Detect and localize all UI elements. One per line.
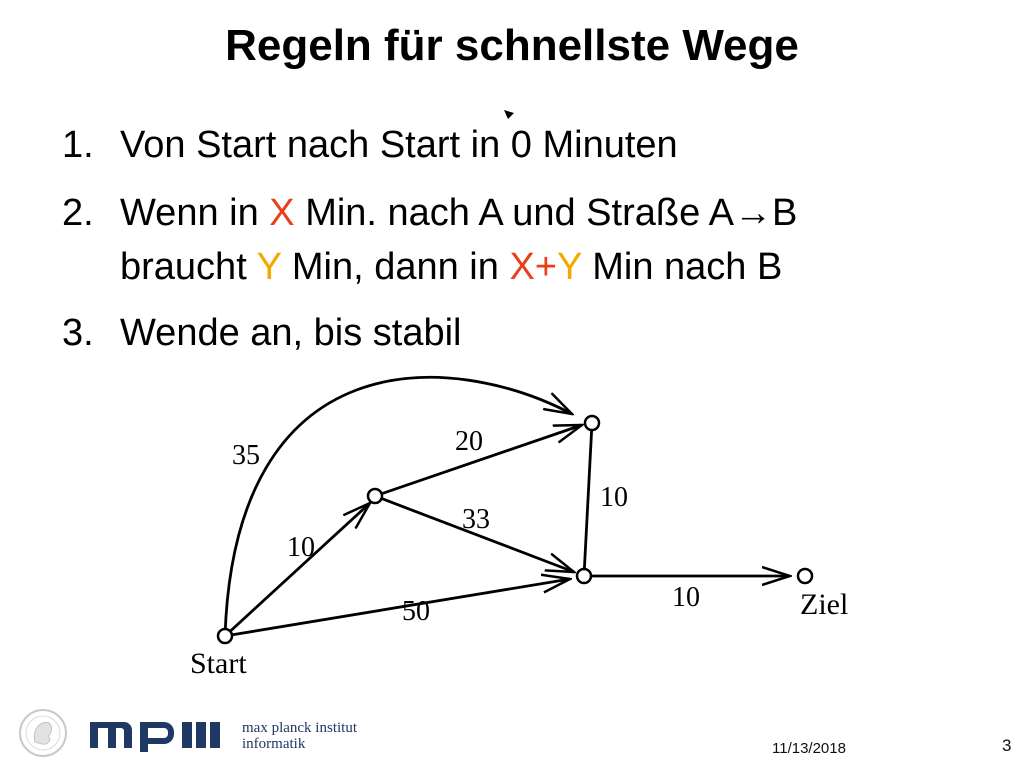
institute-name-line2: informatik — [242, 736, 306, 752]
node-start — [218, 629, 232, 643]
rule-2-plus: + — [534, 246, 557, 288]
rule-2-line2-pre: braucht — [120, 246, 257, 288]
rule-1 — [62, 118, 982, 172]
edge-label-right-ziel: 10 — [672, 582, 700, 613]
node-top — [585, 416, 599, 430]
rule-2-line2-mid: Min, dann in — [281, 246, 510, 288]
shortest-path-graph — [150, 360, 870, 690]
node-middle — [368, 489, 382, 503]
minerva-seal-icon — [18, 708, 68, 758]
node-label-ziel: Ziel — [800, 588, 849, 621]
rule-2-text — [120, 186, 982, 294]
edge-label-top-right: 10 — [600, 482, 628, 513]
mpi-logo — [90, 718, 230, 752]
edge-label-start-mid: 10 — [287, 532, 315, 563]
slide-page-number: 3 — [1002, 736, 1012, 755]
edge-label-start-top: 35 — [232, 440, 260, 471]
rule-2-mid: Min. nach A und Straße A→B — [294, 192, 798, 234]
rule-2-number: 2. — [62, 192, 94, 234]
rule-2-x: X — [269, 192, 295, 234]
edge-label-start-right: 50 — [402, 596, 430, 627]
institute-name-line1: max planck institut — [242, 720, 357, 736]
rule-3 — [62, 306, 982, 360]
rule-2-y: Y — [256, 246, 282, 288]
pointer-cursor-icon — [502, 108, 516, 122]
edge-label-mid-right: 33 — [462, 504, 490, 535]
edge-top-right — [584, 423, 592, 576]
rule-2-y2: Y — [557, 246, 582, 288]
slide-footer — [0, 700, 1024, 768]
rule-2-pre: Wenn in — [120, 192, 270, 234]
node-label-start: Start — [190, 647, 247, 680]
rule-2 — [62, 186, 982, 294]
rule-2-line2-post: Min nach B — [581, 246, 783, 288]
rule-1-text: Von Start nach Start in 0 Minuten — [120, 124, 678, 166]
edge-label-mid-top: 20 — [455, 426, 483, 457]
rule-3-number: 3. — [62, 312, 94, 354]
edge-start-top — [225, 377, 572, 636]
slide-date: 11/13/2018 — [772, 740, 846, 757]
rule-2-x2: X — [509, 246, 535, 288]
slide-title: Regeln für schnellste Wege — [225, 21, 799, 70]
rule-3-text: Wende an, bis stabil — [120, 312, 462, 354]
rule-1-number: 1. — [62, 124, 94, 166]
node-ziel — [798, 569, 812, 583]
node-right — [577, 569, 591, 583]
